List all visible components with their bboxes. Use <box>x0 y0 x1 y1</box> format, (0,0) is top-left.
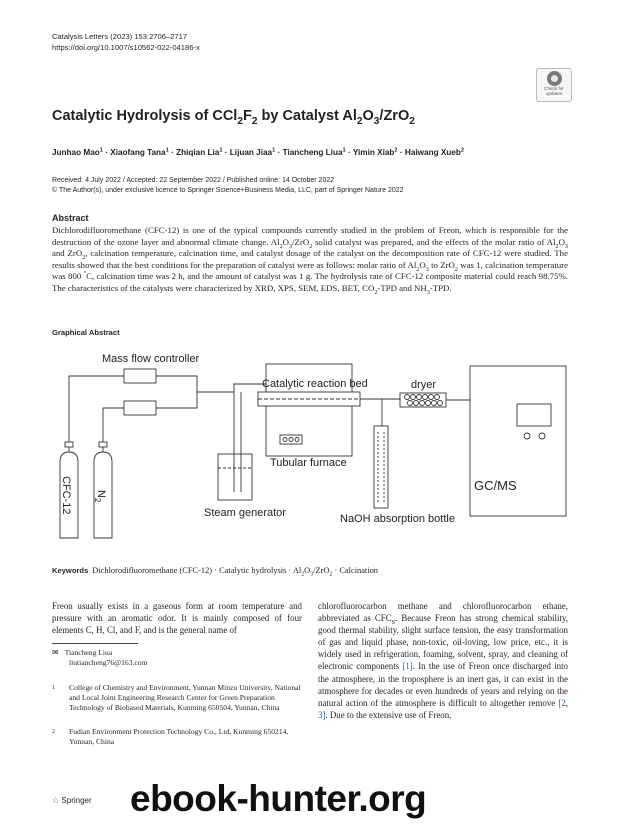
mass-flow-controller-1 <box>124 369 156 383</box>
sub3c: 3 <box>425 266 429 273</box>
steam-generator <box>218 454 252 500</box>
author[interactable]: Zhiqian Lia$^1$ <box>176 147 223 157</box>
footnote-rule <box>52 643 138 644</box>
keyword: $Al_2O_3/ZrO_2$ <box>292 566 333 578</box>
citation-link[interactable]: [1] <box>402 661 413 672</box>
keyword: Calcination <box>339 566 378 575</box>
reaction-bed-label: Catalytic reaction bed <box>262 378 368 390</box>
email-icon: ✉ <box>52 648 59 657</box>
footnote-2: 2 Fudian Environment Protection Technology Co., Ltd, Kunming 650214, Yunnan, China <box>52 727 289 746</box>
keywords-line: Keywords Dichlorodifluoromethane (CFC-12) · Catalytic hydrolysis · $Al_2O_3/ZrO_2$ · Calcination <box>52 566 378 578</box>
sub2d: 2 <box>82 254 86 261</box>
author[interactable]: Junhao Mao$^1$ <box>52 147 103 157</box>
author[interactable]: Haiwang Xueb$^2$ <box>404 147 465 157</box>
citation-link[interactable]: 3] <box>318 709 326 720</box>
naoh-label: NaOH absorption bottle <box>340 513 455 525</box>
graphical-abstract-figure <box>52 342 568 542</box>
kw-sub2: 2 <box>329 571 333 578</box>
body-text-right: chlorofluorocarbon methane and chlorofluorocarbon ethane, abbreviated as $CFC_S$. Because Freon has strong chemical stability, good thermal stability, slight surface tension, the easy transformation of gas and liquid phase, non-toxic, oil-loving, low price, etc., it is widely used in refrigeration, foaming, solvent, spray, and cleaning of electronic components [1]. In the use of Freon once discharged into the atmosphere, in the troposphere is an inert gas, it can exist in the atmosphere for decades or even hundreds of years and relying on the natural action of the atmosphere is difficult to altogether remove [2, 3]. Due to the extensive use of Freon, <box>318 601 568 720</box>
naoh-absorption-bottle <box>374 426 388 508</box>
gc-ms-display <box>517 404 551 426</box>
mfc-label: Mass flow controller <box>102 353 200 365</box>
sub2b: 2 <box>309 243 313 250</box>
sub2g: 2 <box>374 289 378 296</box>
gc-ms-label: GC/MS <box>474 478 517 493</box>
badge-line2: updates <box>545 91 563 96</box>
doi-link[interactable]: https://doi.org/10.1007/s10562-022-04186-x <box>52 43 200 52</box>
sub2c: 2 <box>555 243 559 250</box>
update-check-icon <box>547 71 562 86</box>
watermark: ebook-hunter.org <box>130 778 427 819</box>
keywords-label: Keywords <box>52 566 89 575</box>
history-dates: Received: 4 July 2022 / Accepted: 22 September 2022 / Published online: 14 October 2022 <box>52 177 335 184</box>
publication-dates <box>52 176 404 196</box>
author[interactable]: Lijuan Jiaa$^1$ <box>229 147 276 157</box>
steam-generator-label: Steam generator <box>204 507 286 519</box>
check-for-updates-badge[interactable] <box>536 68 572 102</box>
author-list: Junhao Mao$^1$ · Xiaofang Tana$^1$ · Zhiqian Lia$^1$ · Lijuan Jiaa$^1$ · Tiancheng Liua$^1$ · Yimin Xiab$^2$ · Haiwang Xueb$^2$ <box>52 147 465 157</box>
copyright-line: © The Author(s), under exclusive licence to Springer Science+Business Media, LLC, part of Springer Nature 2022 <box>52 187 404 194</box>
citation-link[interactable]: [2 <box>558 697 566 708</box>
author[interactable]: Yimin Xiab$^2$ <box>352 147 398 157</box>
journal-header <box>52 31 200 53</box>
publisher-footer <box>52 796 92 805</box>
graphical-abstract-heading: Graphical Abstract <box>52 328 120 337</box>
sub3b: 3 <box>564 243 568 250</box>
n2-label: $N_2$ <box>93 490 107 503</box>
footnote-1: 1 College of Chemistry and Environment, Yunnan Minzu University, National and Local Joint Engineering Research Center for Green Preparation Technology of Biobased Materials, Kunming 650504, Yunnan, China <box>52 683 301 712</box>
article-title: Catalytic Hydrolysis of $CCl_2F_2$ by Catalyst $Al_2O_3/ZrO_2$ <box>52 108 415 127</box>
corresponding-email[interactable]: liutiancheng76@163.com <box>69 658 148 667</box>
abstract-heading: Abstract <box>52 213 89 223</box>
author[interactable]: Xiaofang Tana$^1$ <box>110 147 169 157</box>
publisher-name: Springer <box>61 796 92 805</box>
sub2e: 2 <box>416 266 420 273</box>
journal-citation: Catalysis Letters (2023) 153:2706–2717 <box>52 32 188 41</box>
gc-ms-instrument <box>470 366 566 516</box>
sub2f: 2 <box>454 266 458 273</box>
author[interactable]: Tiancheng Liua$^1$ <box>282 147 346 157</box>
dryer-label: dryer <box>411 379 437 391</box>
furnace-knob-icon <box>283 438 287 442</box>
sub3a: 3 <box>289 243 293 250</box>
cfc12-label: CFC-12 <box>60 476 72 515</box>
corresponding-author <box>52 648 148 668</box>
springer-logo-icon: ♘ <box>52 796 60 805</box>
badge-line1: Check for <box>544 86 564 91</box>
keyword: Dichlorodifluoromethane (CFC-12) <box>92 566 213 575</box>
sub3d: 3 <box>426 289 430 296</box>
furnace-label: Tubular furnace <box>270 457 347 469</box>
mass-flow-controller-2 <box>124 401 156 415</box>
abstract-text: Dichlorodifluoromethane (CFC-12) is one of the typical compounds currently studied in the problem of Freon, which is responsible for the destruction of the ozone layer and abnormal climate change. $Al_2O_3/ZrO_2$ solid catalyst was prepared, and the effects of the molar ratio of $Al_2O_3$ and ZrO$_2$, calcination temperature, calcination time, and catalyst dosage of the catalyst on the decomposition rate of CFC-12 were studied. The results showed that the best conditions for the preparation of catalyst were as follows: molar ratio of $Al_2O_3$ to ZrO$_2$ was 1, calcination temperature was 800 °C, calcination time was 2 h, and the amount of catalyst was 1 g. The hydrolysis rate of CFC-12 composite material could reach 98.75%. The characteristics of the catalysts were characterized by XRD, XPS, SEM, EDS, BET, $CO_2$-TPD and $NH_3$-TPD. <box>52 225 568 296</box>
corresponding-name: Tiancheng Liua <box>64 648 113 657</box>
keyword: Catalytic hydrolysis <box>219 566 287 575</box>
body-text-left: Freon usually exists in a gaseous form at room temperature and pressure with an aromatic odor. It is mainly composed of four elements C, H, Cl, and F, and is the general name of <box>52 601 302 636</box>
